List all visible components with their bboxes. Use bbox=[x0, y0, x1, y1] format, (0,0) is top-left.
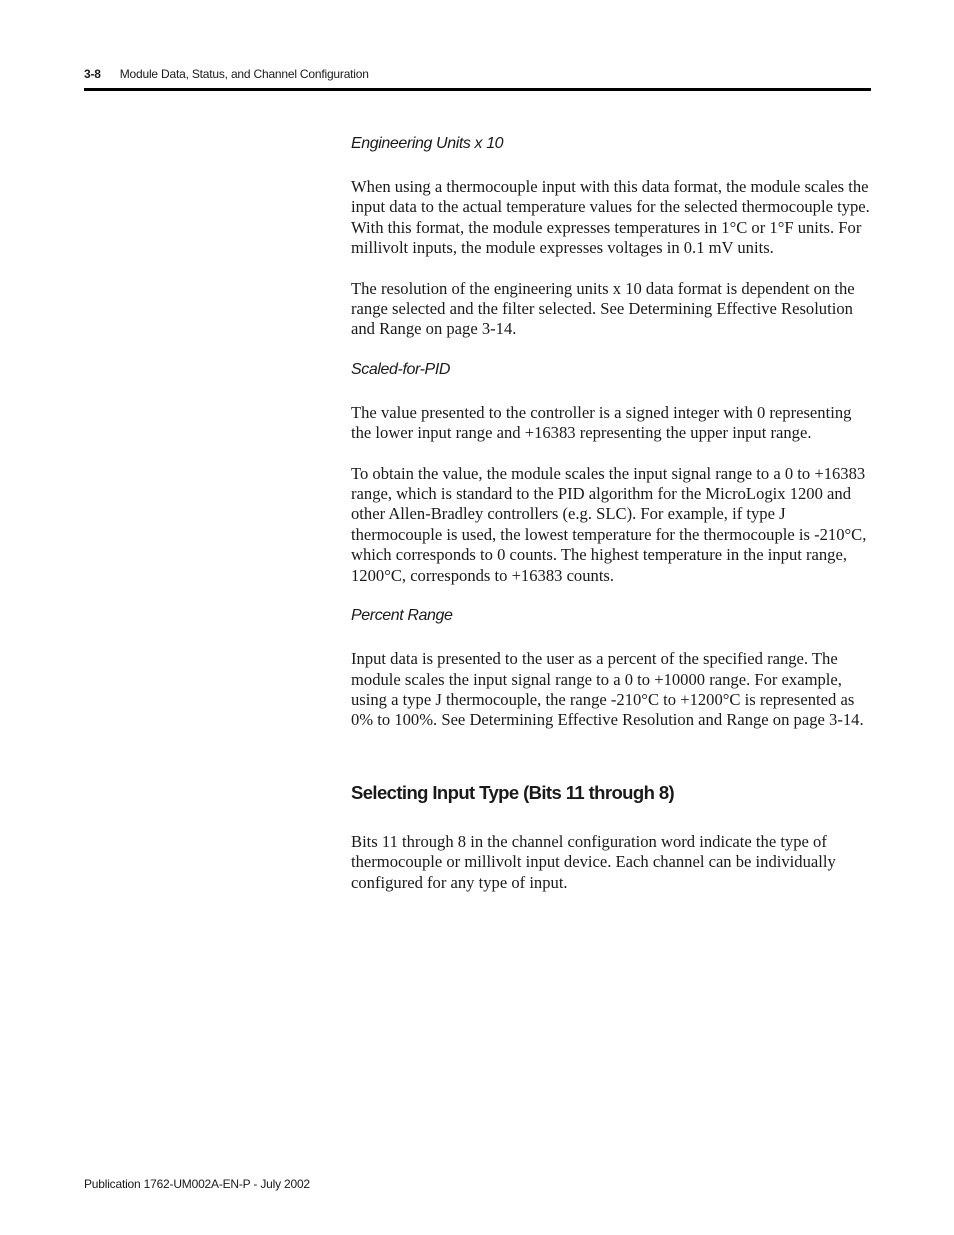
subheading-percent-range: Percent Range bbox=[351, 607, 453, 625]
paragraph: When using a thermocouple input with this data format, the module scales the input data to the actual temperature values for the selected thermocouple type. With this format, the module expresses temperatures in 1°C or 1°F units. For millivolt inputs, the module expresses voltages in 0.1 mV units. bbox=[351, 177, 870, 258]
page-footer: Publication 1762-UM002A-EN-P - July 2002 bbox=[84, 1177, 310, 1191]
main-content bbox=[351, 132, 871, 893]
paragraph: To obtain the value, the module scales the input signal range to a 0 to +16383 range, which is standard to the PID algorithm for the MicroLogix 1200 and other Allen-Bradley controllers (e.g. SLC). For example, if type J thermocouple is used, the lowest temperature for the thermocouple is -210°C, which corresponds to 0 counts. The highest temperature in the input range, 1200°C, corresponds to +16383 counts. bbox=[351, 463, 867, 585]
subheading-engineering-units: Engineering Units x 10 bbox=[351, 135, 504, 152]
paragraph: Bits 11 through 8 in the channel configuration word indicate the type of thermocouple or millivolt input device. Each channel can be individually configured for any type of input. bbox=[351, 831, 836, 892]
page-header bbox=[84, 66, 369, 82]
subheading-scaled-for-pid: Scaled-for-PID bbox=[351, 360, 451, 378]
paragraph: The resolution of the engineering units x 10 data format is dependent on the range selected and the filter selected. See Determining Effective Resolution and Range on page 3-14. bbox=[351, 278, 855, 339]
header-rule bbox=[84, 88, 871, 91]
paragraph: Input data is presented to the user as a percent of the specified range. The module scales the input signal range to a 0 to +10000 range. For example, using a type J thermocouple, the range -210°C to +1200°C is represented as 0% to 100%. See Determining Effective Resolution and Range on page 3-14. bbox=[351, 649, 864, 730]
section-title-input-type: Selecting Input Type (Bits 11 through 8) bbox=[351, 781, 675, 803]
paragraph: The value presented to the controller is a signed integer with 0 representing the lower input range and +16383 representing the upper input range. bbox=[351, 402, 852, 443]
chapter-title: Module Data, Status, and Channel Configuration bbox=[119, 67, 369, 81]
page-number: 3-8 bbox=[84, 67, 101, 81]
